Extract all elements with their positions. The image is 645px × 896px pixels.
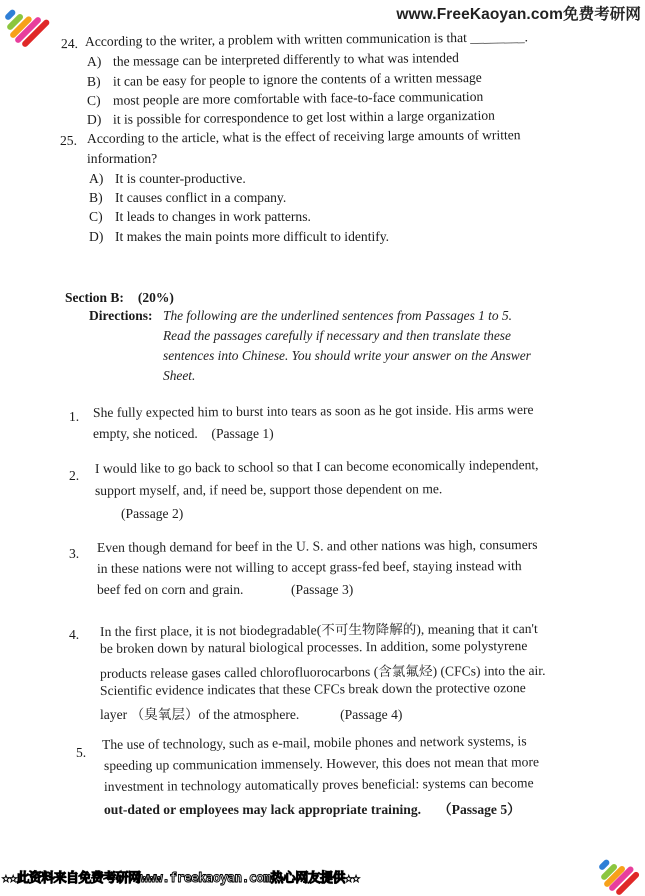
section-title-label: Section B: bbox=[65, 290, 124, 305]
item-number: 3. bbox=[69, 546, 80, 561]
option-d bbox=[87, 108, 495, 128]
question-number: 25. bbox=[60, 133, 77, 148]
option-a bbox=[87, 50, 459, 70]
question-stem-line: information? bbox=[87, 151, 158, 166]
option-b bbox=[87, 70, 482, 90]
option-text: it can be easy for people to ignore the contents of a written message bbox=[112, 69, 482, 89]
item-line: beef fed on corn and grain. (Passage 3) bbox=[97, 582, 354, 597]
item-line: I would like to go back to school so that I can become economically independent, bbox=[94, 457, 539, 476]
option-letter: D) bbox=[89, 229, 104, 244]
option-c bbox=[89, 209, 311, 225]
item-line: out-dated or employees may lack appropriate training. （Passage 5） bbox=[104, 802, 521, 817]
option-text: It causes conflict in a company. bbox=[115, 190, 287, 205]
item-line: in these nations were not willing to accept grass-fed beef, staying instead with bbox=[96, 558, 522, 576]
option-letter: A) bbox=[86, 53, 102, 69]
option-a bbox=[89, 171, 246, 187]
option-letter: A) bbox=[89, 171, 104, 186]
item-line: layer （臭氧层）of the atmosphere. (Passage 4) bbox=[100, 707, 403, 722]
directions-line: The following are the underlined sentences from Passages 1 to 5. bbox=[163, 308, 512, 323]
question-stem-line: According to the article, what is the effect of receiving large amounts of written bbox=[86, 127, 521, 146]
item-number: 2. bbox=[69, 468, 80, 483]
option-letter: D) bbox=[86, 111, 102, 127]
item-line: empty, she noticed. (Passage 1) bbox=[93, 426, 274, 441]
option-text: It makes the main points more difficult to identify. bbox=[115, 229, 390, 244]
item-line: support myself, and, if need be, support those dependent on me. bbox=[94, 481, 443, 498]
freekaoyan-logo-icon bbox=[2, 2, 50, 44]
option-letter: B) bbox=[86, 73, 101, 89]
item-line: investment in technology automatically proves beneficial: systems can become bbox=[103, 775, 534, 794]
section-percent: (20%) bbox=[137, 290, 174, 305]
item-line: She fully expected him to burst into tears as soon as he got inside. His arms were bbox=[92, 401, 534, 420]
item-line: Even though demand for beef in the U. S. and other nations was high, consumers bbox=[96, 536, 538, 555]
directions-line: Sheet. bbox=[163, 368, 196, 383]
item-line: speeding up communication immensely. However, this does not mean that more bbox=[103, 754, 540, 773]
option-letter: B) bbox=[89, 190, 103, 205]
item-number: 5. bbox=[76, 745, 87, 760]
option-letter: C) bbox=[86, 92, 101, 108]
directions-line: Read the passages carefully if necessary and then translate these bbox=[163, 328, 511, 343]
directions-line: sentences into Chinese. You should write your answer on the Answer bbox=[163, 348, 531, 363]
freekaoyan-logo-icon bbox=[597, 852, 645, 894]
item-line: (Passage 2) bbox=[121, 506, 184, 521]
item-line: The use of technology, such as e-mail, mobile phones and network systems, is bbox=[101, 733, 527, 752]
item-number: 4. bbox=[69, 627, 80, 642]
option-text: the message can be interpreted differently to what was intended bbox=[112, 50, 459, 69]
item-line: products release gases called chlorofluorocarbons (含氯氟烃) (CFCs) into the air. bbox=[99, 662, 546, 681]
item-line: In the first place, it is not biodegradable(不可生物降解的), meaning that it can't bbox=[99, 620, 538, 639]
option-letter: C) bbox=[89, 209, 103, 224]
option-c bbox=[87, 89, 483, 109]
section-title bbox=[65, 290, 174, 306]
directions-label: Directions: bbox=[89, 308, 153, 323]
option-text: it is possible for correspondence to get lost within a large organization bbox=[112, 107, 495, 127]
site-header-text: www.FreeKaoyan.com免费考研网 bbox=[396, 6, 641, 23]
item-number: 1. bbox=[69, 409, 80, 424]
footer-watermark-text: ★★此资料来自免费考研网www.freekaoyan.com热心网友提供★★ bbox=[2, 871, 360, 886]
option-d bbox=[89, 229, 389, 245]
question-number: 24. bbox=[60, 35, 79, 52]
item-line: Scientific evidence indicates that these CFCs break down the protective ozone bbox=[99, 680, 526, 698]
option-text: It leads to changes in work patterns. bbox=[115, 209, 311, 224]
item-line: be broken down by natural biological processes. In addition, some polystyrene bbox=[99, 638, 528, 656]
question-stem: According to the writer, a problem with written communication is that ________. bbox=[84, 29, 529, 49]
option-text: It is counter-productive. bbox=[115, 171, 246, 186]
option-text: most people are more comfortable with face-to-face communication bbox=[112, 88, 484, 108]
option-b bbox=[89, 190, 286, 206]
